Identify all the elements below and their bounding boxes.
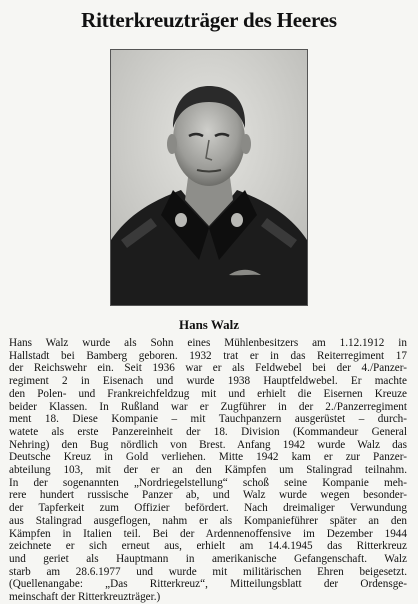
text-line: rere hundert russische Panzer ab, und Walz wurde wegen besonder- — [9, 489, 407, 502]
text-line: starb am 28.6.1977 und wurde mit militärischen Ehren beigesetzt. — [9, 565, 407, 578]
text-line: ment 18. Diese Kompanie – mit Tauchpanzern ausgerüstet – durch- — [9, 413, 407, 426]
portrait-illustration — [111, 50, 307, 305]
text-line: Kämpfen in Italien teil. Bei der Ardennenoffensive im Dezember 1944 — [9, 527, 407, 540]
text-line: Nehring) den Bug nördlich von Brest. Anfang 1942 wurde Walz das — [9, 438, 407, 451]
text-line: Deutsche Kreuz in Gold verliehen. Mitte 1942 kam er zur Panzer- — [9, 451, 407, 464]
biography-text — [9, 337, 407, 604]
text-line: der Tapferkeit zum Offizier befördert. Nach dreimaliger Verwundung — [9, 502, 407, 515]
text-line: regiment 2 in Eisenach und wurde 1938 Hauptfeldwebel. Er machte — [9, 375, 407, 388]
text-line: (Quellenangabe: „Das Ritterkreuz“, Mitteilungsblatt der Ordensge- — [9, 578, 407, 591]
text-line: Hallstadt bei Bamberg geboren. 1932 trat er in das Reiterregiment 17 — [9, 349, 407, 362]
text-line: und geriet als Hauptmann in amerikanische Gefangenschaft. Walz — [9, 552, 407, 565]
text-line: zeichnete er sich erneut aus, erhielt am 14.4.1945 das Ritterkreuz — [9, 540, 407, 553]
text-line: watete als erste Panzereinheit der 18. Division (Kommandeur General — [9, 425, 407, 438]
text-line: aus Stalingrad ausgeflogen, nahm er als Kompanieführer später an den — [9, 514, 407, 527]
text-line: meinschaft der Ritterkreuzträger.) — [9, 591, 161, 604]
portrait-photo — [110, 49, 308, 306]
text-line: beider Klassen. In Rußland war er Zugführer in der 2./Panzerregiment — [9, 400, 407, 413]
photo-caption: Hans Walz — [178, 317, 240, 332]
text-line: Hans Walz wurde als Sohn eines Mühlenbesitzers am 1.12.1912 in — [9, 337, 407, 349]
text-line: den Polen- und Frankreichfeldzug mit und erhielt die Eisernen Kreuze — [9, 387, 407, 400]
text-line: der Reichswehr ein. Seit 1936 war er als Feldwebel bei der 4./Panzer- — [9, 362, 407, 375]
text-line: abteilung 103, mit der er an den Kämpfen um Stalingrad teilnahm. — [9, 464, 407, 477]
text-line: In der sogenannten „Nordriegelstellung“ schoß seine Kompanie meh- — [9, 476, 407, 489]
page-heading: Ritterkreuzträger des Heeres — [81, 8, 337, 32]
